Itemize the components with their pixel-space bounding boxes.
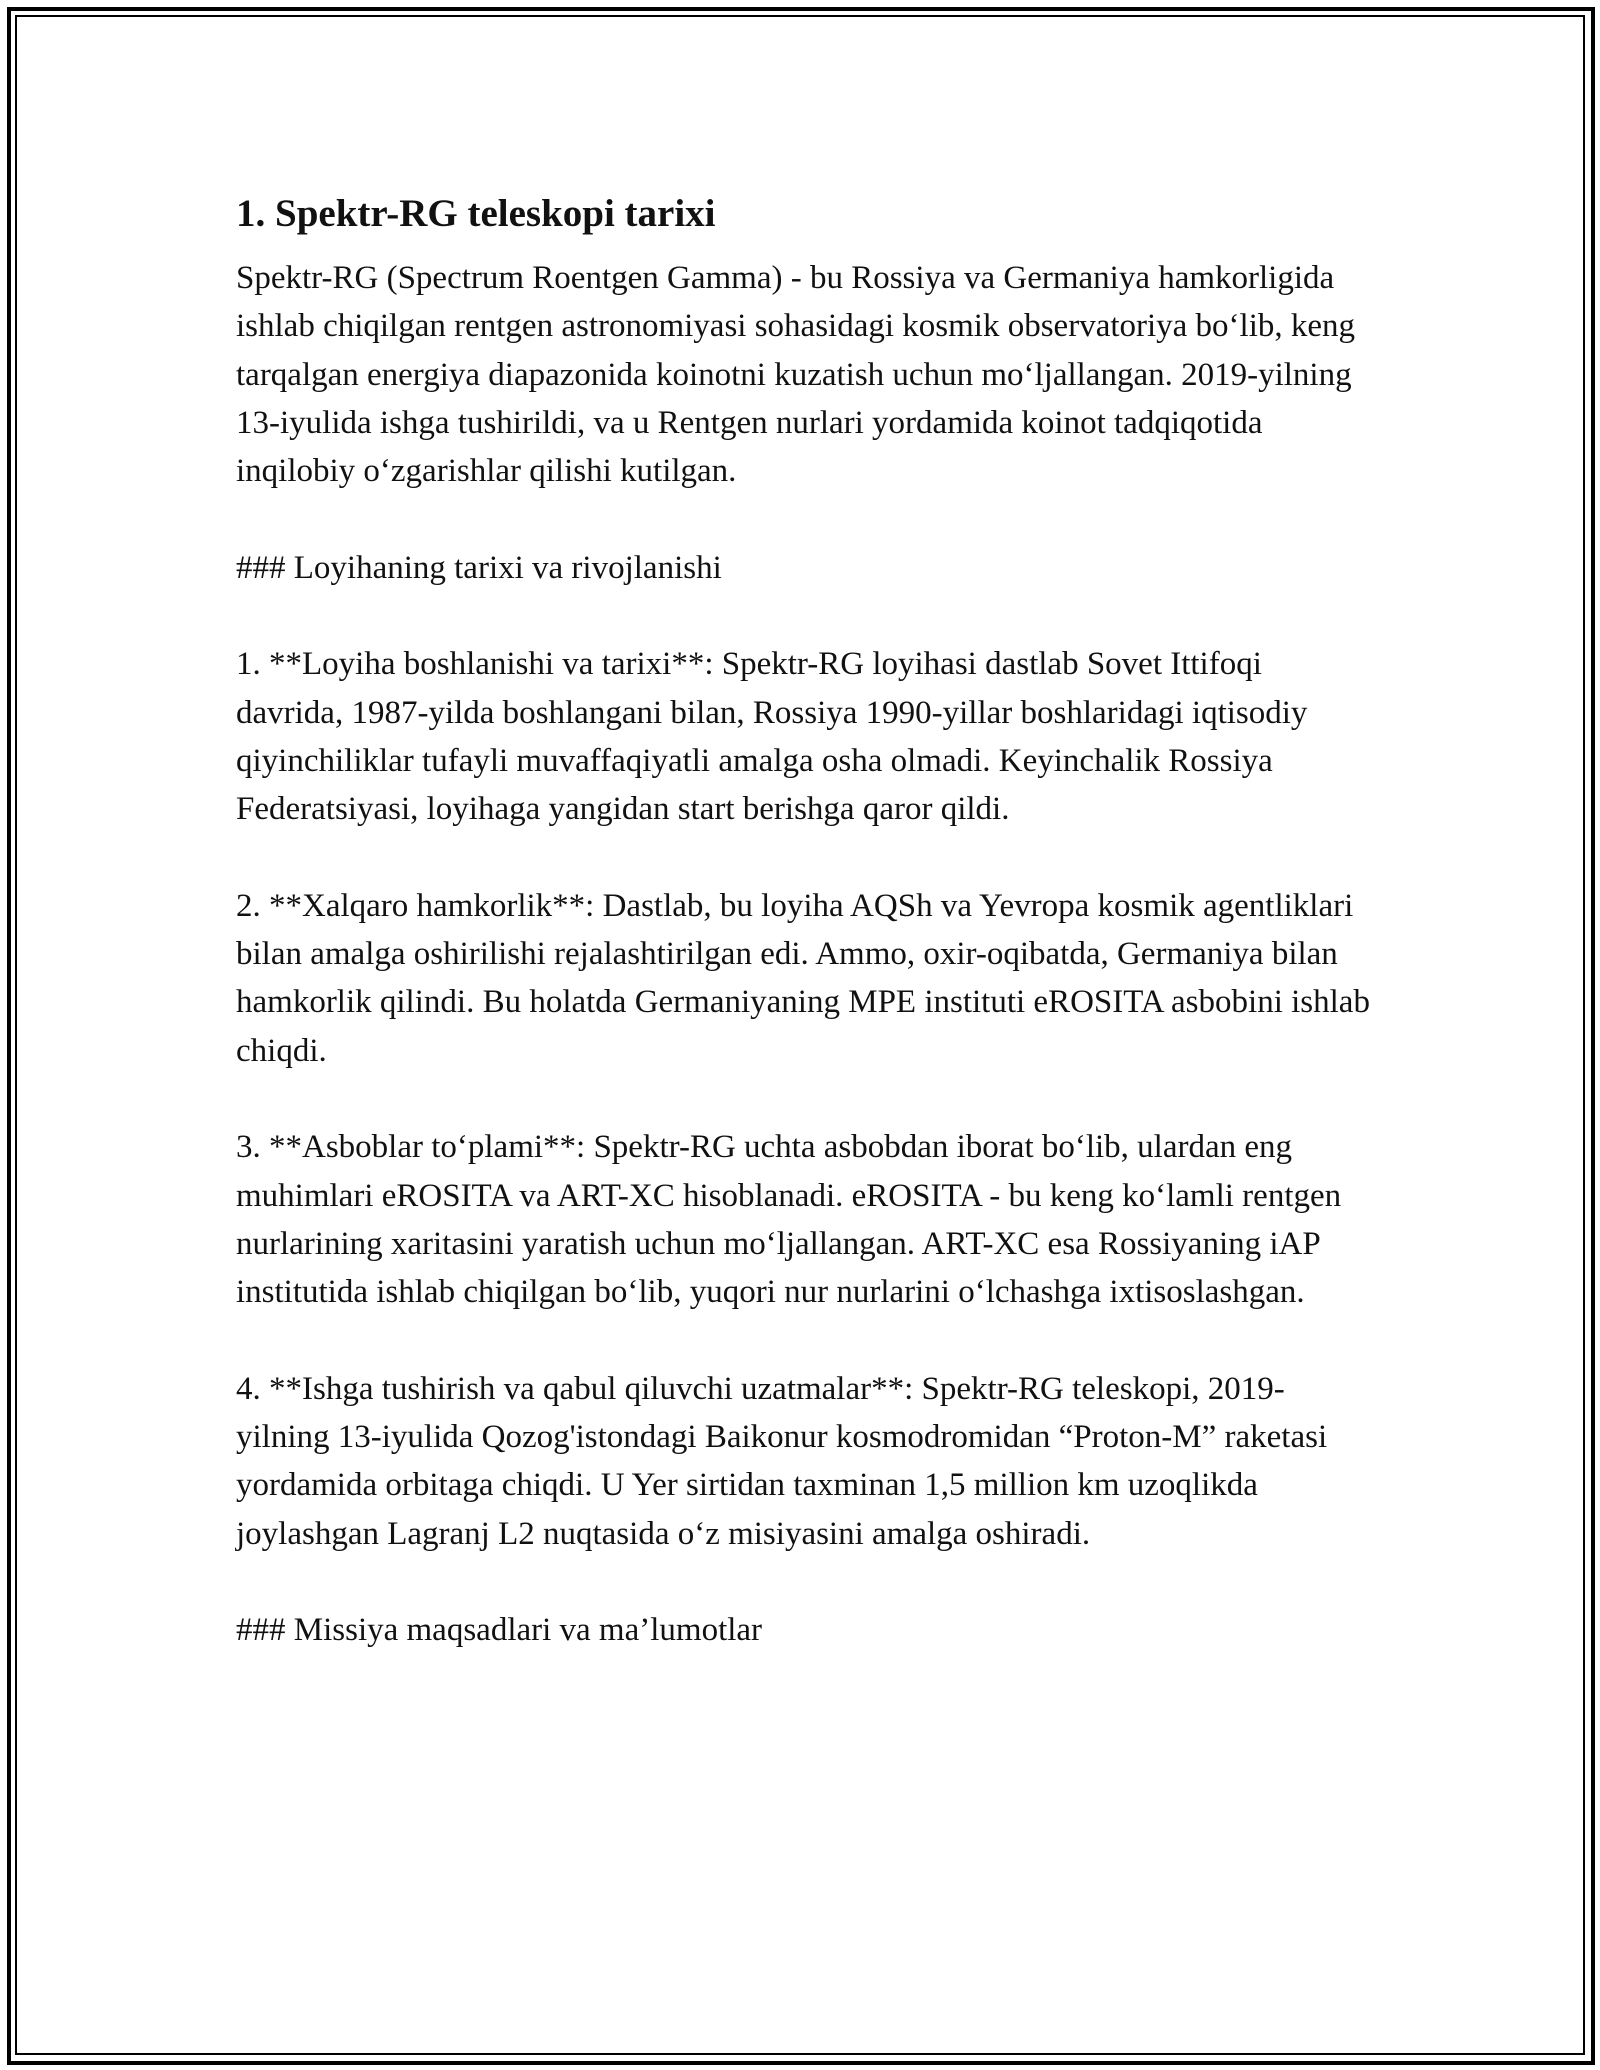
list-item-international-cooperation: 2. **Xalqaro hamkorlik**: Dastlab, bu loyiha AQSh va Yevropa kosmik agentliklari bilan amalga oshirilishi rejalashtirilgan edi. Ammo, oxir-oqibatda, Germaniya bilan hamkorlik qilindi. Bu holatda Germaniyaning MPE instituti eROSITA asbobini ishlab chiqdi. <box>236 887 1370 1069</box>
list-item-instruments: 3. **Asboblar to‘plami**: Spektr-RG uchta asbobdan iborat bo‘lib, ulardan eng muhimlari eROSITA va ART-XC hisoblanadi. eROSITA - bu keng ko‘lamli rentgen nurlarining xaritasini yaratish uchun mo‘ljallangan. ART-XC esa Rossiyaning iAP institutida ishlab chiqilgan bo‘lib, yuqori nur nurlarini o‘lchashga ixtisoslashgan. <box>236 1129 1342 1311</box>
document-title: 1. Spektr-RG teleskopi tarixi <box>236 192 716 235</box>
section-heading-mission: ### Missiya maqsadlari va ma’lumotlar <box>236 1612 763 1649</box>
intro-paragraph: Spektr-RG (Spectrum Roentgen Gamma) - bu Rossiya va Germaniya hamkorligida ishlab chiqilgan rentgen astronomiyasi sohasidagi kosmik observatoriya bo‘lib, keng tarqalgan energiya diapazonida koinotni kuzatish uchun mo‘ljallangan. 2019-yilning 13-iyulida ishga tushirildi, va u Rentgen nurlari yordamida koinot tadqiqotida inqilobiy o‘zgarishlar qilishi kutilgan. <box>236 260 1356 490</box>
list-item-launch: 4. **Ishga tushirish va qabul qiluvchi uzatmalar**: Spektr-RG teleskopi, 2019-yilning 13-iyulida Qozog'istondagi Baikonur kosmodromidan “Proton-M” raketasi yordamida orbitaga chiqdi. U Yer sirtidan taxminan 1,5 million km uzoqlikda joylashgan Lagranj L2 nuqtasida o‘z misiyasini amalga oshiradi. <box>236 1370 1328 1552</box>
section-heading-history: ### Loyihaning tarixi va rivojlanishi <box>236 549 722 586</box>
document-body <box>236 186 1371 1703</box>
list-item-project-start: 1. **Loyiha boshlanishi va tarixi**: Spektr-RG loyihasi dastlab Sovet Ittifoqi davrida, 1987-yilda boshlangani bilan, Rossiya 1990-yillar boshlaridagi iqtisodiy qiyinchiliklar tufayli muvaffaqiyatli amalga osha olmadi. Keyinchalik Rossiya Federatsiyasi, loyihaga yangidan start berishga qaror qildi. <box>236 646 1308 828</box>
